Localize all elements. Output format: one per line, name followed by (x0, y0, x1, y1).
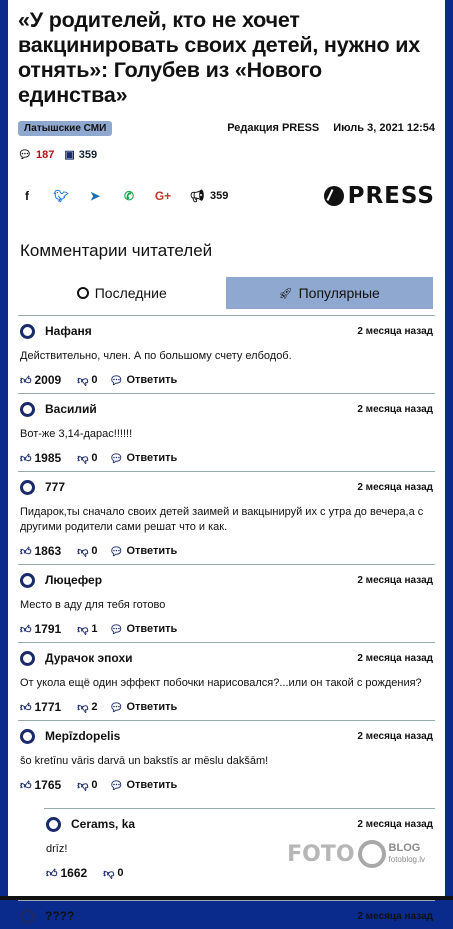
comment-icon: 💬︎ (18, 149, 32, 161)
reply-icon: 💬︎ (109, 779, 124, 792)
thumbs-up-icon[interactable]: 👍︎ (20, 701, 32, 714)
megaphone-icon: 📢︎ (189, 189, 205, 203)
watermark-site: fotoblog.lv (388, 855, 425, 864)
twitter-icon[interactable]: 🐦︎ (53, 189, 69, 203)
comment-item (18, 315, 435, 393)
camera-lens-icon (358, 840, 386, 868)
source-badge[interactable]: Латышские СМИ (18, 121, 112, 136)
article-meta (18, 120, 435, 136)
dislike-count: 1 (91, 623, 98, 635)
article-author[interactable]: Редакция PRESS (227, 122, 320, 134)
facebook-icon[interactable]: f (25, 189, 29, 203)
comment-time: 2 месяца назад (357, 325, 433, 337)
comment-time: 2 месяца назад (357, 574, 433, 586)
tab-popular[interactable] (226, 277, 434, 309)
like-count: 2009 (34, 373, 62, 387)
comment-author: Mepīzdopelis (45, 729, 121, 743)
thumbs-up-icon[interactable]: 👍︎ (20, 545, 32, 558)
comment-author: Cerams, ka (71, 817, 136, 831)
thumbs-down-icon[interactable]: 👎︎ (77, 545, 89, 558)
comment-text: Место в аду для тебя готово (20, 599, 166, 611)
avatar (20, 324, 35, 339)
like-count: 1771 (34, 700, 62, 714)
thumbs-up-icon[interactable]: 👍︎ (20, 623, 32, 636)
comment-time: 2 месяца назад (357, 818, 433, 830)
reply-icon: 💬︎ (109, 545, 124, 558)
reply-button[interactable]: Ответить (126, 779, 178, 791)
comment-text: drīz! (46, 843, 68, 855)
reply-icon: 💬︎ (109, 452, 124, 465)
like-count: 1662 (60, 866, 88, 880)
thumbs-down-icon[interactable]: 👎︎ (103, 867, 115, 880)
comment-time: 2 месяца назад (357, 652, 433, 664)
reply-button[interactable]: Ответить (126, 701, 178, 713)
comment-item (18, 393, 435, 471)
thumbs-up-icon[interactable]: 👍︎ (46, 867, 58, 880)
comment-author: 777 (45, 480, 66, 494)
article-page (8, 0, 445, 923)
comment-text: От укола ещё один эффект побочки нарисовался?...или он такой с рождения? (20, 677, 422, 689)
reply-button[interactable]: Ответить (126, 374, 178, 386)
press-logo-icon (324, 186, 344, 206)
reply-button[interactable]: Ответить (126, 545, 178, 557)
thumbs-down-icon[interactable]: 👎︎ (77, 701, 89, 714)
share-count: 359 (78, 148, 98, 161)
dislike-count: 2 (91, 701, 98, 713)
comment-author: Люцефер (45, 573, 103, 587)
google-plus-icon[interactable]: G+ (154, 189, 172, 203)
fotoblog-watermark (287, 840, 425, 868)
reply-icon: 💬︎ (109, 374, 124, 387)
dislike-count: 0 (91, 779, 98, 791)
thumbs-down-icon[interactable]: 👎︎ (77, 452, 89, 465)
comments-list (18, 315, 435, 929)
comment-item (18, 564, 435, 642)
comment-text: Вот-же 3,14-дарас!!!!!! (20, 428, 133, 440)
tab-popular-label: Популярные (298, 285, 380, 301)
comment-author: ???? (45, 909, 75, 923)
avatar (20, 651, 35, 666)
avatar (20, 402, 35, 417)
thumbs-down-icon[interactable]: 👎︎ (77, 623, 89, 636)
reply-button[interactable]: Ответить (126, 452, 178, 464)
thumbs-down-icon[interactable]: 👎︎ (77, 374, 89, 387)
comment-author: Нафаня (45, 324, 92, 338)
comment-text: Пидарок,ты сначало своих детей заимей и вакцынируй их с утра до вечера,а с другими родители сами решат что и как. (20, 506, 424, 533)
reply-button[interactable]: Ответить (126, 623, 178, 635)
bottom-bar (0, 896, 453, 900)
facebook-icon: ▣ (64, 149, 75, 161)
press-logo[interactable] (324, 183, 435, 209)
comment-tabs (18, 277, 433, 309)
comment-text: Действительно, член. А по большому счету елбодоб. (20, 350, 292, 362)
comment-item (18, 720, 435, 798)
thumbs-up-icon[interactable]: 👍︎ (20, 779, 32, 792)
article-headline: «У родителей, кто не хочет вакцинировать своих детей, нужно их отнять»: Голубев из «Нового единства» (18, 8, 421, 107)
comments-title: Комментарии читателей (20, 241, 213, 260)
share-bar (20, 181, 435, 211)
article-counters (18, 148, 435, 161)
press-logo-text: PRESS (347, 183, 435, 209)
like-count: 1863 (34, 544, 62, 558)
watermark-foto: FOTO (287, 841, 355, 867)
watermark-blog: BLOG (388, 842, 421, 854)
comment-item (18, 642, 435, 720)
share-total: 359 (210, 190, 229, 202)
clock-icon (77, 287, 89, 299)
reply-icon: 💬︎ (109, 623, 124, 636)
avatar (20, 480, 35, 495)
dislike-count: 0 (117, 867, 124, 879)
dislike-count: 0 (91, 374, 98, 386)
thumbs-up-icon[interactable]: 👍︎ (20, 452, 32, 465)
like-count: 1791 (34, 622, 62, 636)
avatar (20, 909, 35, 924)
reply-icon: 💬︎ (109, 701, 124, 714)
dislike-count: 0 (91, 452, 98, 464)
comment-author: Дурачок эпохи (45, 651, 133, 665)
comment-time: 2 месяца назад (357, 910, 433, 922)
article-date: Июль 3, 2021 12:54 (333, 122, 435, 134)
comment-author: Василий (45, 402, 97, 416)
tab-recent[interactable] (18, 277, 226, 309)
tab-recent-label: Последние (94, 285, 167, 301)
avatar (20, 573, 35, 588)
thumbs-up-icon[interactable]: 👍︎ (20, 374, 32, 387)
avatar (20, 729, 35, 744)
telegram-icon[interactable]: ➤ (89, 189, 101, 203)
comment-time: 2 месяца назад (357, 403, 433, 415)
thumbs-down-icon[interactable]: 👎︎ (77, 779, 89, 792)
comment-item (18, 900, 435, 929)
like-count: 1765 (34, 778, 62, 792)
comment-count: 187 (35, 148, 55, 161)
dislike-count: 0 (91, 545, 98, 557)
comment-time: 2 месяца назад (357, 730, 433, 742)
whatsapp-icon[interactable]: ✆ (123, 189, 135, 203)
rocket-icon: 🚀︎ (278, 287, 293, 300)
comment-item (18, 471, 435, 564)
comment-text: šo kretīnu vāris darvā un bakstīs ar mēslu dakšām! (20, 755, 269, 767)
avatar (46, 817, 61, 832)
comment-time: 2 месяца назад (357, 481, 433, 493)
like-count: 1985 (34, 451, 62, 465)
